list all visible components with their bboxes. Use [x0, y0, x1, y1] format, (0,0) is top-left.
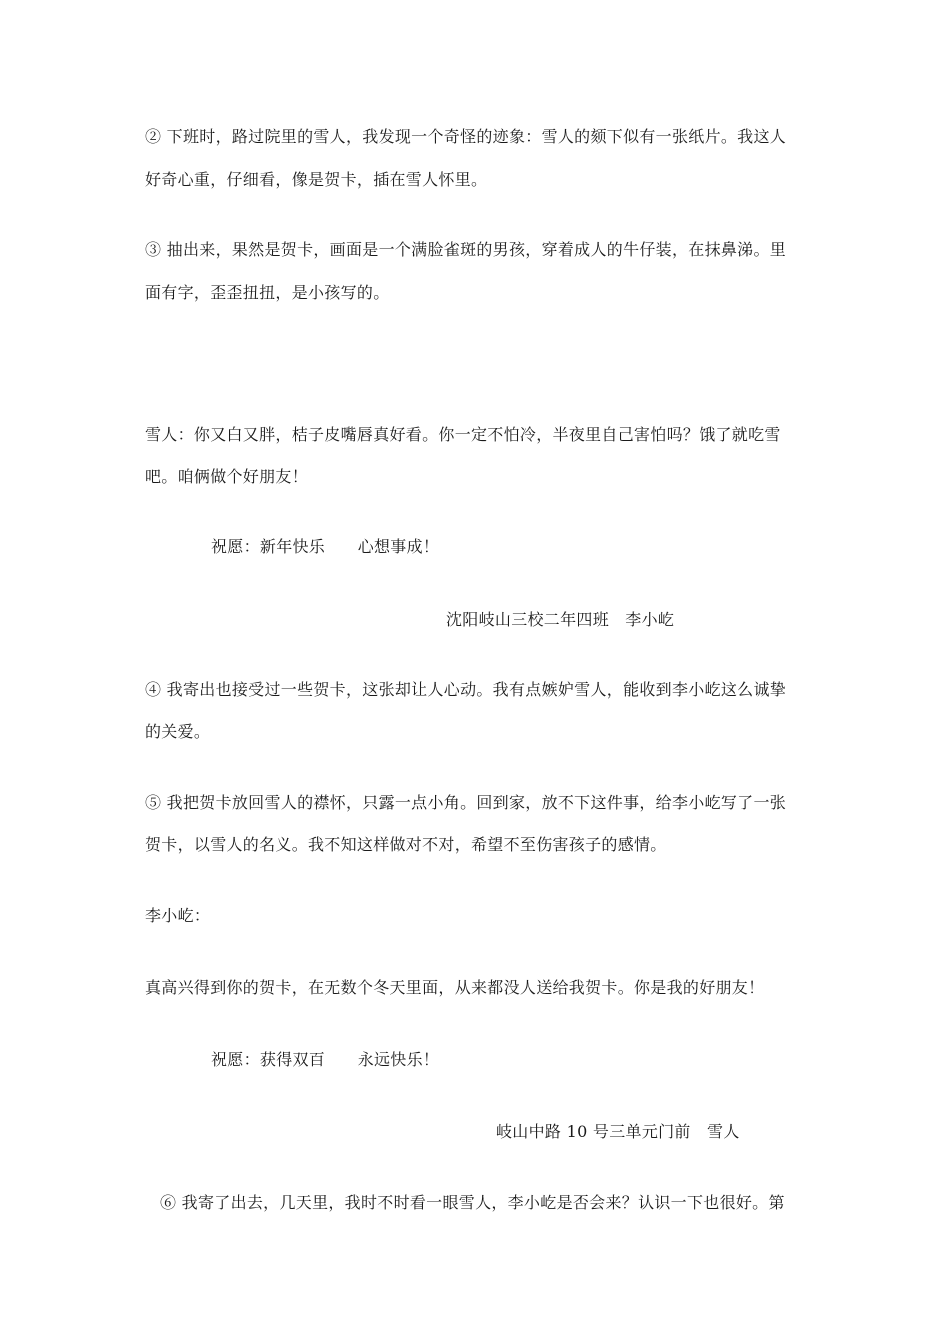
card-1-line-1: 雪人：你又白又胖，桔子皮嘴唇真好看。你一定不怕冷，半夜里自己害怕吗？饿了就吃雪	[145, 425, 781, 444]
paragraph-3-line-2: 面有字，歪歪扭扭，是小孩写的。	[145, 283, 390, 302]
paragraph-4-line-1: ④ 我寄出也接受过一些贺卡，这张却让人心动。我有点嫉妒雪人，能收到李小屹这么诚挚	[145, 680, 787, 699]
paragraph-2-line-2: 好奇心重，仔细看，像是贺卡，插在雪人怀里。	[145, 170, 488, 189]
paragraph-3-line-1: ③ 抽出来，果然是贺卡，画面是一个满脸雀斑的男孩，穿着成人的牛仔装，在抹鼻涕。里	[145, 240, 787, 259]
card-1-wish: 祝愿：新年快乐 心想事成！	[211, 537, 440, 556]
paragraph-5-line-1: ⑤ 我把贺卡放回雪人的襟怀，只露一点小角。回到家，放不下这件事，给李小屹写了一张	[145, 793, 787, 812]
paragraph-5-line-2: 贺卡，以雪人的名义。我不知这样做对不对，希望不至伤害孩子的感情。	[145, 835, 667, 854]
card-2-wish: 祝愿：获得双百 永远快乐！	[211, 1050, 440, 1069]
card-2-body: 真高兴得到你的贺卡，在无数个冬天里面，从来都没人送给我贺卡。你是我的好朋友！	[145, 978, 765, 997]
card-2-signature: 岐山中路 10 号三单元门前 雪人	[496, 1122, 740, 1141]
paragraph-4-line-2: 的关爱。	[145, 722, 211, 741]
paragraph-6-line-1: ⑥ 我寄了出去，几天里，我时不时看一眼雪人，李小屹是否会来？认识一下也很好。第	[160, 1193, 785, 1212]
card-2-salutation: 李小屹：	[145, 906, 211, 925]
paragraph-2-line-1: ② 下班时，路过院里的雪人，我发现一个奇怪的迹象：雪人的颏下似有一张纸片。我这人	[145, 127, 787, 146]
card-1-signature: 沈阳岐山三校二年四班 李小屹	[446, 610, 675, 629]
card-1-line-2: 吧。咱俩做个好朋友！	[145, 467, 309, 486]
